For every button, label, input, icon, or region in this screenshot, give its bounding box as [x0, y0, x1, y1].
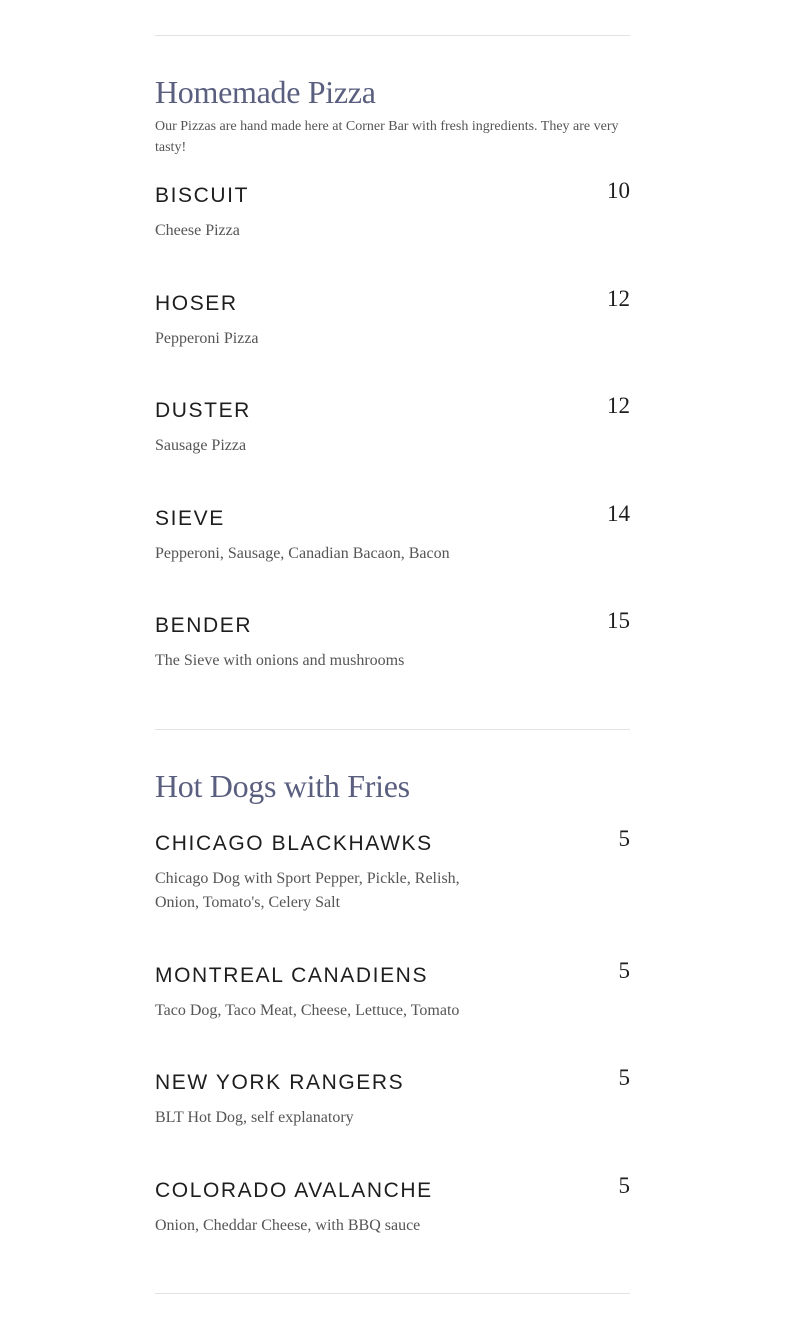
- item-name: BISCUIT: [155, 184, 250, 207]
- item-price: 12: [607, 286, 630, 311]
- section-divider: [155, 1293, 630, 1294]
- item-description: Chicago Dog with Sport Pepper, Pickle, Relish, Onion, Tomato's, Celery Salt: [155, 870, 460, 911]
- section-title-hot-dogs: Hot Dogs with Fries: [155, 768, 410, 804]
- item-description: Onion, Cheddar Cheese, with BBQ sauce: [155, 1217, 421, 1234]
- item-description: Taco Dog, Taco Meat, Cheese, Lettuce, Tomato: [155, 1002, 460, 1019]
- item-price: 15: [607, 608, 630, 633]
- item-description: The Sieve with onions and mushrooms: [155, 652, 405, 669]
- item-description: BLT Hot Dog, self explanatory: [155, 1109, 354, 1126]
- item-description: Pepperoni Pizza: [155, 330, 259, 347]
- item-price: 5: [618, 826, 630, 851]
- item-description: Cheese Pizza: [155, 222, 240, 239]
- item-price: 12: [607, 393, 630, 418]
- item-name: NEW YORK RANGERS: [155, 1071, 405, 1094]
- section-description-pizza: Our Pizzas are hand made here at Corner Bar with fresh ingredients. They are very tasty!: [155, 119, 619, 155]
- section-divider: [155, 729, 630, 730]
- item-name: SIEVE: [155, 507, 225, 530]
- item-name: COLORADO AVALANCHE: [155, 1179, 433, 1202]
- item-name: HOSER: [155, 292, 238, 315]
- section-divider: [155, 35, 630, 36]
- item-description: Pepperoni, Sausage, Canadian Bacaon, Bacon: [155, 545, 450, 562]
- item-price: 5: [618, 958, 630, 983]
- item-name: MONTREAL CANADIENS: [155, 964, 429, 987]
- item-description: Sausage Pizza: [155, 437, 247, 454]
- item-price: 5: [618, 1065, 630, 1090]
- item-name: DUSTER: [155, 399, 251, 422]
- item-price: 10: [607, 178, 630, 203]
- section-title-pizza: Homemade Pizza: [155, 74, 376, 110]
- item-name: BENDER: [155, 614, 253, 637]
- item-price: 14: [607, 501, 630, 526]
- item-price: 5: [618, 1173, 630, 1198]
- item-name: CHICAGO BLACKHAWKS: [155, 832, 433, 855]
